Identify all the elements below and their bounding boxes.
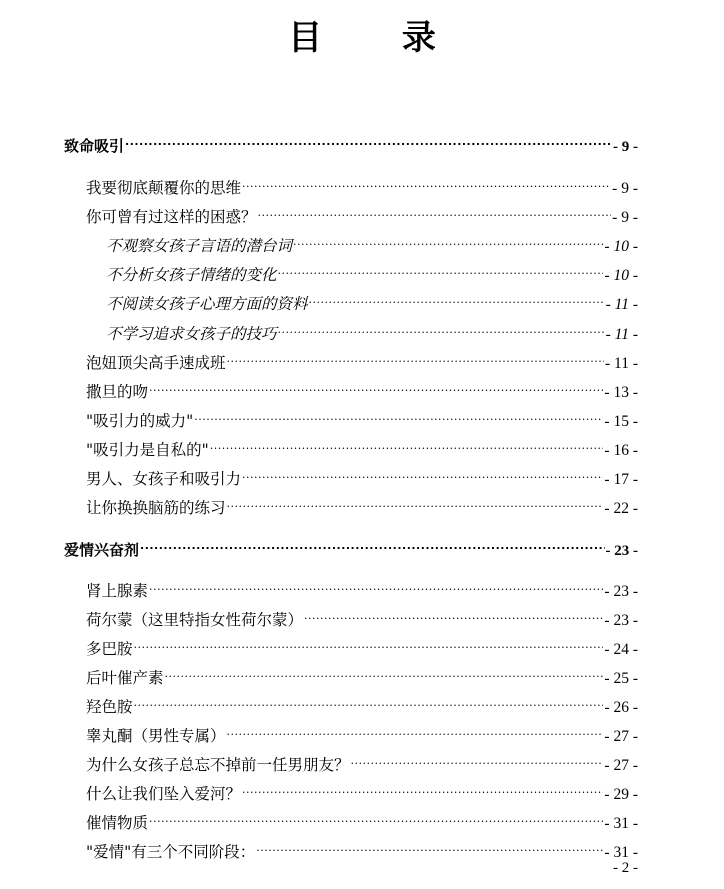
dot-leader xyxy=(125,129,612,151)
toc-entry-label: 为什么女孩子总忘不掉前一任男朋友？ xyxy=(86,756,350,774)
toc-entry-page-number: - 27 - xyxy=(604,757,638,774)
toc-entry[interactable] xyxy=(86,491,638,517)
toc-entry[interactable] xyxy=(106,258,638,284)
toc-entry-label: 让你换换脑筋的练习 xyxy=(86,499,226,517)
toc-entry-page-number: - 23 - xyxy=(604,583,638,600)
toc-entry-page-number: - 9 - xyxy=(613,139,638,155)
toc-entry-label: 肾上腺素 xyxy=(86,582,149,600)
dot-leader xyxy=(304,603,603,625)
toc-entry-label: 不学习追求女孩子的技巧 xyxy=(106,325,277,343)
toc-entry-page-number: - 11 - xyxy=(605,355,638,372)
toc-entry[interactable] xyxy=(86,719,638,745)
dot-leader xyxy=(227,491,604,513)
toc-entry-label: "吸引力是自私的" xyxy=(86,441,209,459)
dot-leader xyxy=(149,375,603,397)
toc-entry-label: 我要彻底颠覆你的思维 xyxy=(86,179,242,197)
dot-leader xyxy=(309,287,605,309)
toc-entry[interactable] xyxy=(86,632,638,658)
toc-entry-page-number: - 22 - xyxy=(604,500,638,517)
dot-leader xyxy=(194,404,603,426)
toc-entry[interactable] xyxy=(64,129,638,155)
toc-entry[interactable] xyxy=(106,229,638,255)
dot-leader xyxy=(242,462,603,484)
dot-leader xyxy=(149,574,603,596)
toc-entry-label: "吸引力的威力" xyxy=(86,412,194,430)
toc-entry-page-number: - 31 - xyxy=(604,844,638,861)
toc-entry[interactable] xyxy=(86,375,638,401)
toc-entry-label: 后叶催产素 xyxy=(86,669,164,687)
toc-entry[interactable] xyxy=(106,317,638,343)
toc-entry-page-number: - 10 - xyxy=(604,238,638,255)
toc-entry[interactable] xyxy=(86,200,638,226)
toc-entry[interactable] xyxy=(86,433,638,459)
toc-entry-label: 荷尔蒙（这里特指女性荷尔蒙） xyxy=(86,611,304,629)
toc-entry-label: 催情物质 xyxy=(86,814,149,832)
dot-leader xyxy=(134,632,604,654)
toc-entry-page-number: - 10 - xyxy=(604,267,638,284)
toc-entry[interactable] xyxy=(86,806,638,832)
toc-entry-page-number: - 25 - xyxy=(604,670,638,687)
toc-entry[interactable] xyxy=(106,287,638,313)
toc-entry-label: "爱情"有三个不同阶段： xyxy=(86,843,256,861)
toc-entry[interactable] xyxy=(86,574,638,600)
toc-entry-label: 不阅读女孩子心理方面的资料 xyxy=(106,295,308,313)
toc-entry-page-number: - 27 - xyxy=(604,728,638,745)
dot-leader xyxy=(140,533,604,555)
toc-entry-label: 爱情兴奋剂 xyxy=(64,541,140,559)
toc-entry[interactable] xyxy=(86,690,638,716)
dot-leader xyxy=(258,200,612,222)
dot-leader xyxy=(210,433,604,455)
toc-entry-label: 泡妞顶尖高手速成班 xyxy=(86,354,226,372)
toc-entry[interactable] xyxy=(86,462,638,488)
toc-entry[interactable] xyxy=(86,171,638,197)
toc-entry-label: 不分析女孩子情绪的变化 xyxy=(106,266,277,284)
footer-page-number: - 2 - xyxy=(613,860,638,876)
toc-entry-page-number: - 13 - xyxy=(604,384,638,401)
dot-leader xyxy=(293,229,603,251)
toc-entry-label: 致命吸引 xyxy=(64,137,125,155)
toc-entry-page-number: - 29 - xyxy=(604,786,638,803)
dot-leader xyxy=(149,806,603,828)
toc-entry-label: 羟色胺 xyxy=(86,698,133,716)
dot-leader xyxy=(134,690,604,712)
toc-entry[interactable] xyxy=(86,404,638,430)
dot-leader xyxy=(351,748,604,770)
toc-entry-label: 多巴胺 xyxy=(86,640,133,658)
toc-entry-page-number: - 9 - xyxy=(612,180,638,197)
toc-entry-label: 男人、女孩子和吸引力 xyxy=(86,470,242,488)
dot-leader xyxy=(165,661,604,683)
toc-entry-page-number: - 24 - xyxy=(604,641,638,658)
toc-entry-page-number: - 11 - xyxy=(605,296,638,313)
dot-leader xyxy=(278,317,605,339)
toc-entry[interactable] xyxy=(86,346,638,372)
page-title: 目 录 xyxy=(288,18,470,58)
toc-entry-page-number: - 11 - xyxy=(605,326,638,343)
toc-entry-page-number: - 23 - xyxy=(604,612,638,629)
toc-entry[interactable] xyxy=(86,835,638,861)
toc-entry[interactable] xyxy=(64,533,638,559)
dot-leader xyxy=(256,835,603,857)
toc-entry-label: 睾丸酮（男性专属） xyxy=(86,727,226,745)
toc-entry-label: 什么让我们坠入爱河？ xyxy=(86,785,242,803)
toc-entry-page-number: - 15 - xyxy=(604,413,638,430)
dot-leader xyxy=(227,346,604,368)
toc-entry[interactable] xyxy=(86,777,638,803)
toc-entry-page-number: - 16 - xyxy=(604,442,638,459)
dot-leader xyxy=(227,719,604,741)
toc-entry[interactable] xyxy=(86,603,638,629)
toc-entry-label: 你可曾有过这样的困惑？ xyxy=(86,208,257,226)
toc-entry-label: 不观察女孩子言语的潜台词 xyxy=(106,237,293,255)
dot-leader xyxy=(278,258,604,280)
toc-entry[interactable] xyxy=(86,661,638,687)
dot-leader xyxy=(242,777,603,799)
toc-entry-page-number: - 23 - xyxy=(605,543,638,559)
dot-leader xyxy=(242,171,611,193)
toc-entry-page-number: - 17 - xyxy=(604,471,638,488)
toc-entry-page-number: - 26 - xyxy=(604,699,638,716)
toc-entry-label: 撒旦的吻 xyxy=(86,383,149,401)
toc-entry-page-number: - 31 - xyxy=(604,815,638,832)
toc-entry[interactable] xyxy=(86,748,638,774)
toc-entry-page-number: - 9 - xyxy=(612,209,638,226)
